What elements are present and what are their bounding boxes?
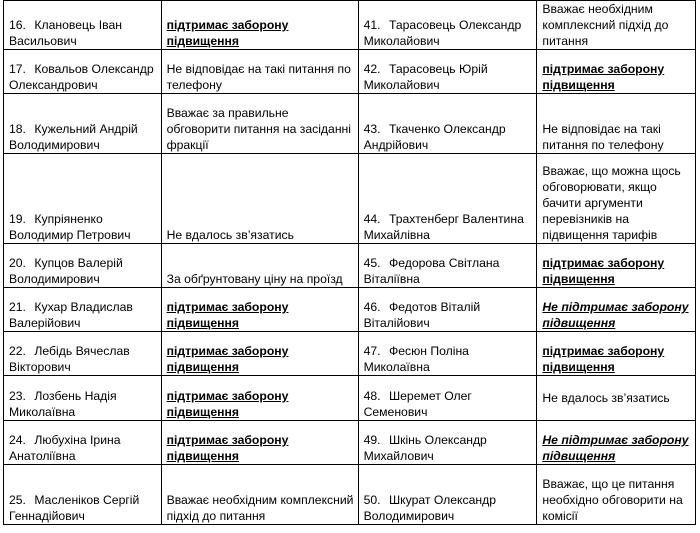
deputy-name: Любухіна Ірина Анатоліївна [9, 433, 121, 463]
deputy-status: підтримає заборону підвищення [166, 300, 289, 330]
deputy-status: Вважає за правильне обговорити питання на засіданні фракції [166, 106, 351, 152]
deputy-name-cell [358, 376, 537, 421]
deputy-number: 19. [9, 212, 26, 226]
deputy-number: 41. [363, 18, 381, 32]
deputy-name: Шкурат Олександр Володимирович [363, 493, 497, 523]
deputy-name: Клановець Іван Васильович [9, 18, 122, 48]
deputy-name-cell [4, 465, 162, 525]
deputy-status: Не відповідає на такі питання по телефону [166, 62, 351, 92]
deputy-status: За обґрунтовану ціну на проїзд [166, 272, 343, 286]
deputy-number: 18. [9, 122, 26, 136]
deputy-status: підтримає заборону підвищення [166, 433, 289, 463]
deputy-status-cell [161, 376, 358, 421]
deputy-number: 43. [363, 122, 381, 136]
deputy-status: підтримає заборону підвищення [542, 256, 665, 286]
deputy-number: 17. [9, 62, 26, 76]
deputy-number: 49. [363, 433, 381, 447]
deputy-status-cell [161, 154, 358, 244]
deputy-name-cell [4, 1, 162, 50]
deputy-status: підтримає заборону підвищення [542, 62, 665, 92]
deputy-status: Не вдалось зв’язатись [166, 228, 294, 242]
deputy-status-cell [537, 421, 696, 465]
deputy-name-cell [4, 376, 162, 421]
deputy-name-cell [4, 288, 162, 332]
deputy-number: 48. [363, 389, 381, 403]
deputy-name-cell [358, 332, 537, 376]
deputy-status: Не вдалось зв’язатись [542, 391, 670, 405]
deputy-name: Кужельний Андрій Володимирович [9, 122, 138, 152]
deputy-name: Масленіков Сергій Геннадійович [9, 493, 140, 523]
deputy-name-cell [358, 154, 537, 244]
deputy-name: Тарасовець Олександр Миколайович [363, 18, 522, 48]
table-row [4, 288, 696, 332]
deputy-name: Ковальов Олександр Олександрович [9, 62, 154, 92]
deputy-status-cell [161, 288, 358, 332]
deputy-name-cell [4, 94, 162, 154]
deputy-status: Не відповідає на такі питання по телефону [542, 122, 664, 152]
table-row [4, 50, 696, 94]
deputy-status-cell [161, 1, 358, 50]
deputy-status: підтримає заборону підвищення [166, 389, 289, 419]
deputy-status-cell [161, 50, 358, 94]
deputy-status-cell [537, 332, 696, 376]
table-row [4, 332, 696, 376]
deputy-name-cell [358, 1, 537, 50]
deputy-number: 45. [363, 256, 381, 270]
deputy-status-cell [537, 50, 696, 94]
deputy-status: підтримає заборону підвищення [166, 18, 289, 48]
deputy-status-cell [161, 332, 358, 376]
deputy-name-cell [358, 465, 537, 525]
deputy-status-cell [537, 465, 696, 525]
deputy-number: 50. [363, 493, 381, 507]
deputy-status-cell [537, 154, 696, 244]
deputy-status-cell [161, 421, 358, 465]
deputy-status: Вважає необхідним комплексний підхід до питання [542, 2, 669, 48]
deputy-name: Купцов Валерій Володимирович [9, 256, 123, 286]
deputy-status-cell [537, 1, 696, 50]
deputy-status-cell [161, 94, 358, 154]
deputy-number: 44. [363, 212, 381, 226]
table-row [4, 376, 696, 421]
deputy-status-cell [537, 376, 696, 421]
deputy-name: Фесюн Поліна Миколаївна [363, 344, 469, 374]
deputy-name-cell [4, 154, 162, 244]
deputy-name: Лебідь Вячеслав Вікторович [9, 344, 130, 374]
deputy-status-cell [537, 244, 696, 288]
deputy-name-cell [358, 244, 537, 288]
deputy-number: 20. [9, 256, 26, 270]
deputy-status: Вважає, що можна щось обговорювати, якщо бачити аргументи перевізників на підвищення тарифів [542, 164, 681, 242]
deputies-table [3, 0, 696, 525]
deputy-name: Тарасовець Юрій Миколайович [363, 62, 488, 92]
deputy-status: Не підтримає заборону підвищення [542, 300, 689, 330]
deputy-name: Шеремет Олег Семенович [363, 389, 472, 419]
deputy-number: 47. [363, 344, 381, 358]
deputy-status: Не підтримає заборону підвищення [542, 433, 689, 463]
deputy-name: Федорова Світлана Віталіївна [363, 256, 500, 286]
deputy-name-cell [4, 332, 162, 376]
table-row [4, 1, 696, 50]
deputy-status-cell [537, 94, 696, 154]
deputy-number: 42. [363, 62, 381, 76]
deputy-name-cell [358, 94, 537, 154]
deputy-name: Лозбень Надія Миколаївна [9, 389, 117, 419]
deputy-status: Вважає, що це питання необхідно обговорити на комісії [542, 477, 683, 523]
table-row [4, 94, 696, 154]
table-row [4, 421, 696, 465]
deputy-name: Купріяненко Володимир Петрович [9, 212, 131, 242]
deputy-number: 46. [363, 300, 381, 314]
deputy-status-cell [161, 244, 358, 288]
deputy-number: 21. [9, 300, 26, 314]
deputy-name-cell [358, 288, 537, 332]
deputy-number: 16. [9, 18, 26, 32]
deputy-name-cell [358, 50, 537, 94]
deputy-name-cell [358, 421, 537, 465]
deputy-number: 24. [9, 433, 26, 447]
deputy-name-cell [4, 50, 162, 94]
deputy-name: Трахтенберг Валентина Михайлівна [363, 212, 524, 242]
deputy-number: 23. [9, 389, 26, 403]
deputy-status: підтримає заборону підвищення [542, 344, 665, 374]
deputy-status-cell [161, 465, 358, 525]
deputy-name: Кухар Владислав Валерійович [9, 300, 133, 330]
deputy-name: Шкінь Олександр Михайлович [363, 433, 487, 463]
deputy-number: 25. [9, 493, 26, 507]
table-row [4, 154, 696, 244]
deputy-status-cell [537, 288, 696, 332]
deputy-number: 22. [9, 344, 26, 358]
deputy-name-cell [4, 421, 162, 465]
table-row [4, 465, 696, 525]
deputy-name: Ткаченко Олександр Андрійович [363, 122, 506, 152]
deputy-status: Вважає необхідним комплексний підхід до питання [166, 493, 354, 523]
deputy-name: Федотов Віталій Віталійович [363, 300, 481, 330]
deputy-status: підтримає заборону підвищення [166, 344, 289, 374]
deputy-name-cell [4, 244, 162, 288]
table-row [4, 244, 696, 288]
